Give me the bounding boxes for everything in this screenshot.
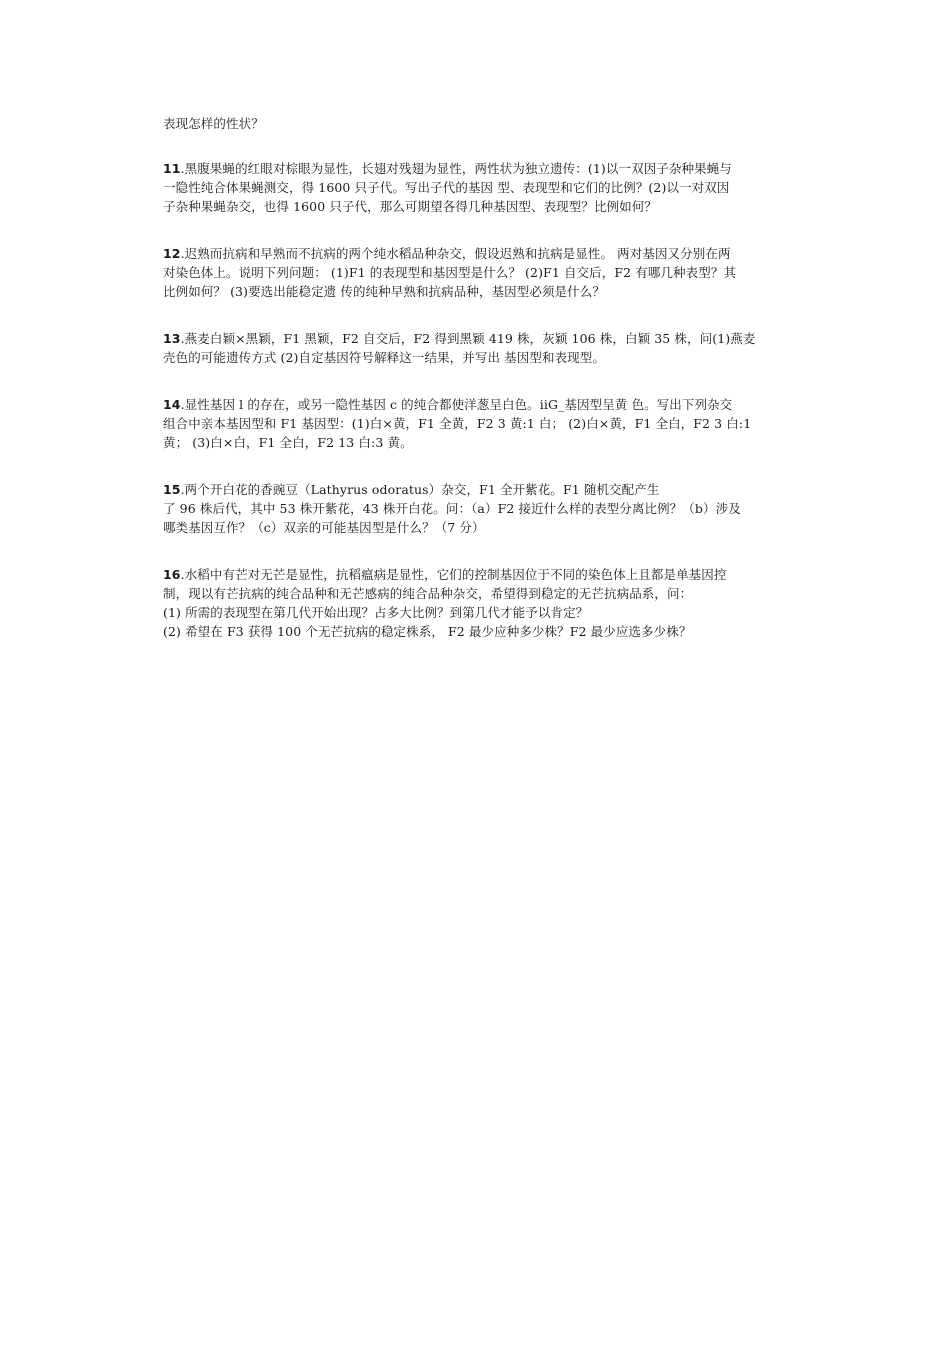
question-text: .水稻中有芒对无芒是显性，抗稻瘟病是显性，它们的控制基因位于不同的染色体上且都是单基因控	[180, 567, 727, 582]
question-15	[163, 480, 813, 537]
question-line: 黄； (3)白×白，F1 全白，F2 13 白:3 黄。	[163, 435, 413, 450]
intro-line: 表现怎样的性状？	[163, 116, 264, 131]
question-line	[163, 159, 813, 178]
question-line: 一隐性纯合体果蝇测交，得 1600 只子代。写出子代的基因 型、表现型和它们的比例？(2)以一对双因	[163, 180, 730, 195]
question-line	[163, 480, 813, 499]
question-line	[163, 244, 813, 263]
question-number: 11	[163, 161, 181, 176]
question-text: .显性基因 l 的存在，或另一隐性基因 c 的纯合都使洋葱呈白色。iiG_基因型呈黄 色。写出下列杂交	[180, 397, 733, 412]
question-line: 了 96 株后代，其中 53 株开紫花，43 株开白花。问：（a）F2 接近什么样的表型分离比例？（b）涉及	[163, 501, 741, 516]
question-number: 13	[163, 331, 181, 346]
question-line	[163, 395, 813, 414]
question-text: .燕麦白颖×黑颖，F1 黑颖，F2 自交后，F2 得到黑颖 419 株，灰颖 106 株，白颖 35 株，问(1)燕麦	[180, 331, 756, 346]
question-line: 比例如何？ (3)要选出能稳定遗 传的纯种早熟和抗病品种，基因型必须是什么？	[163, 284, 605, 299]
question-line	[163, 565, 813, 584]
question-line: 壳色的可能遗传方式 (2)自定基因符号解释这一结果，并写出 基因型和表现型。	[163, 350, 605, 365]
question-11	[163, 159, 813, 216]
question-number: 16	[163, 567, 181, 582]
question-13	[163, 329, 813, 367]
question-text: .黑腹果蝇的红眼对棕眼为显性，长翅对残翅为显性，两性状为独立遗传：(1)以一双因子杂种果蝇与	[180, 161, 732, 176]
question-line: 对染色体上。说明下列问题： (1)F1 的表现型和基因型是什么？ (2)F1 自交后，F2 有哪几种表型？其	[163, 265, 737, 280]
question-line: 哪类基因互作？（c）双亲的可能基因型是什么？（7 分）	[163, 520, 485, 535]
question-line: 制，现以有芒抗病的纯合品种和无芒感病的纯合品种杂交，希望得到稳定的无芒抗病品系，问：	[163, 586, 693, 601]
question-16	[163, 565, 813, 641]
question-number: 15	[163, 482, 181, 497]
question-text: .迟熟而抗病和早熟而不抗病的两个纯水稻品种杂交，假设迟熟和抗病是显性。 两对基因又分别在两	[180, 246, 731, 261]
question-line: 组合中亲本基因型和 F1 基因型：(1)白×黄，F1 全黄，F2 3 黄:1 白； (2)白×黄，F1 全白，F2 3 白:1	[163, 416, 752, 431]
question-14	[163, 395, 813, 452]
question-line: (2) 希望在 F3 获得 100 个无芒抗病的稳定株系， F2 最少应种多少株？F2 最少应选多少株？	[163, 624, 692, 639]
question-12	[163, 244, 813, 301]
question-number: 14	[163, 397, 181, 412]
question-line: (1) 所需的表现型在第几代开始出现？占多大比例？到第几代才能予以肯定？	[163, 605, 589, 620]
question-line	[163, 329, 813, 348]
document-content	[163, 114, 813, 641]
question-text: .两个开白花的香豌豆（Lathyrus odoratus）杂交，F1 全开紫花。F1 随机交配产生	[180, 482, 660, 497]
question-line: 子杂种果蝇杂交，也得 1600 只子代，那么可期望各得几种基因型、表现型？比例如何？	[163, 199, 657, 214]
question-number: 12	[163, 246, 181, 261]
